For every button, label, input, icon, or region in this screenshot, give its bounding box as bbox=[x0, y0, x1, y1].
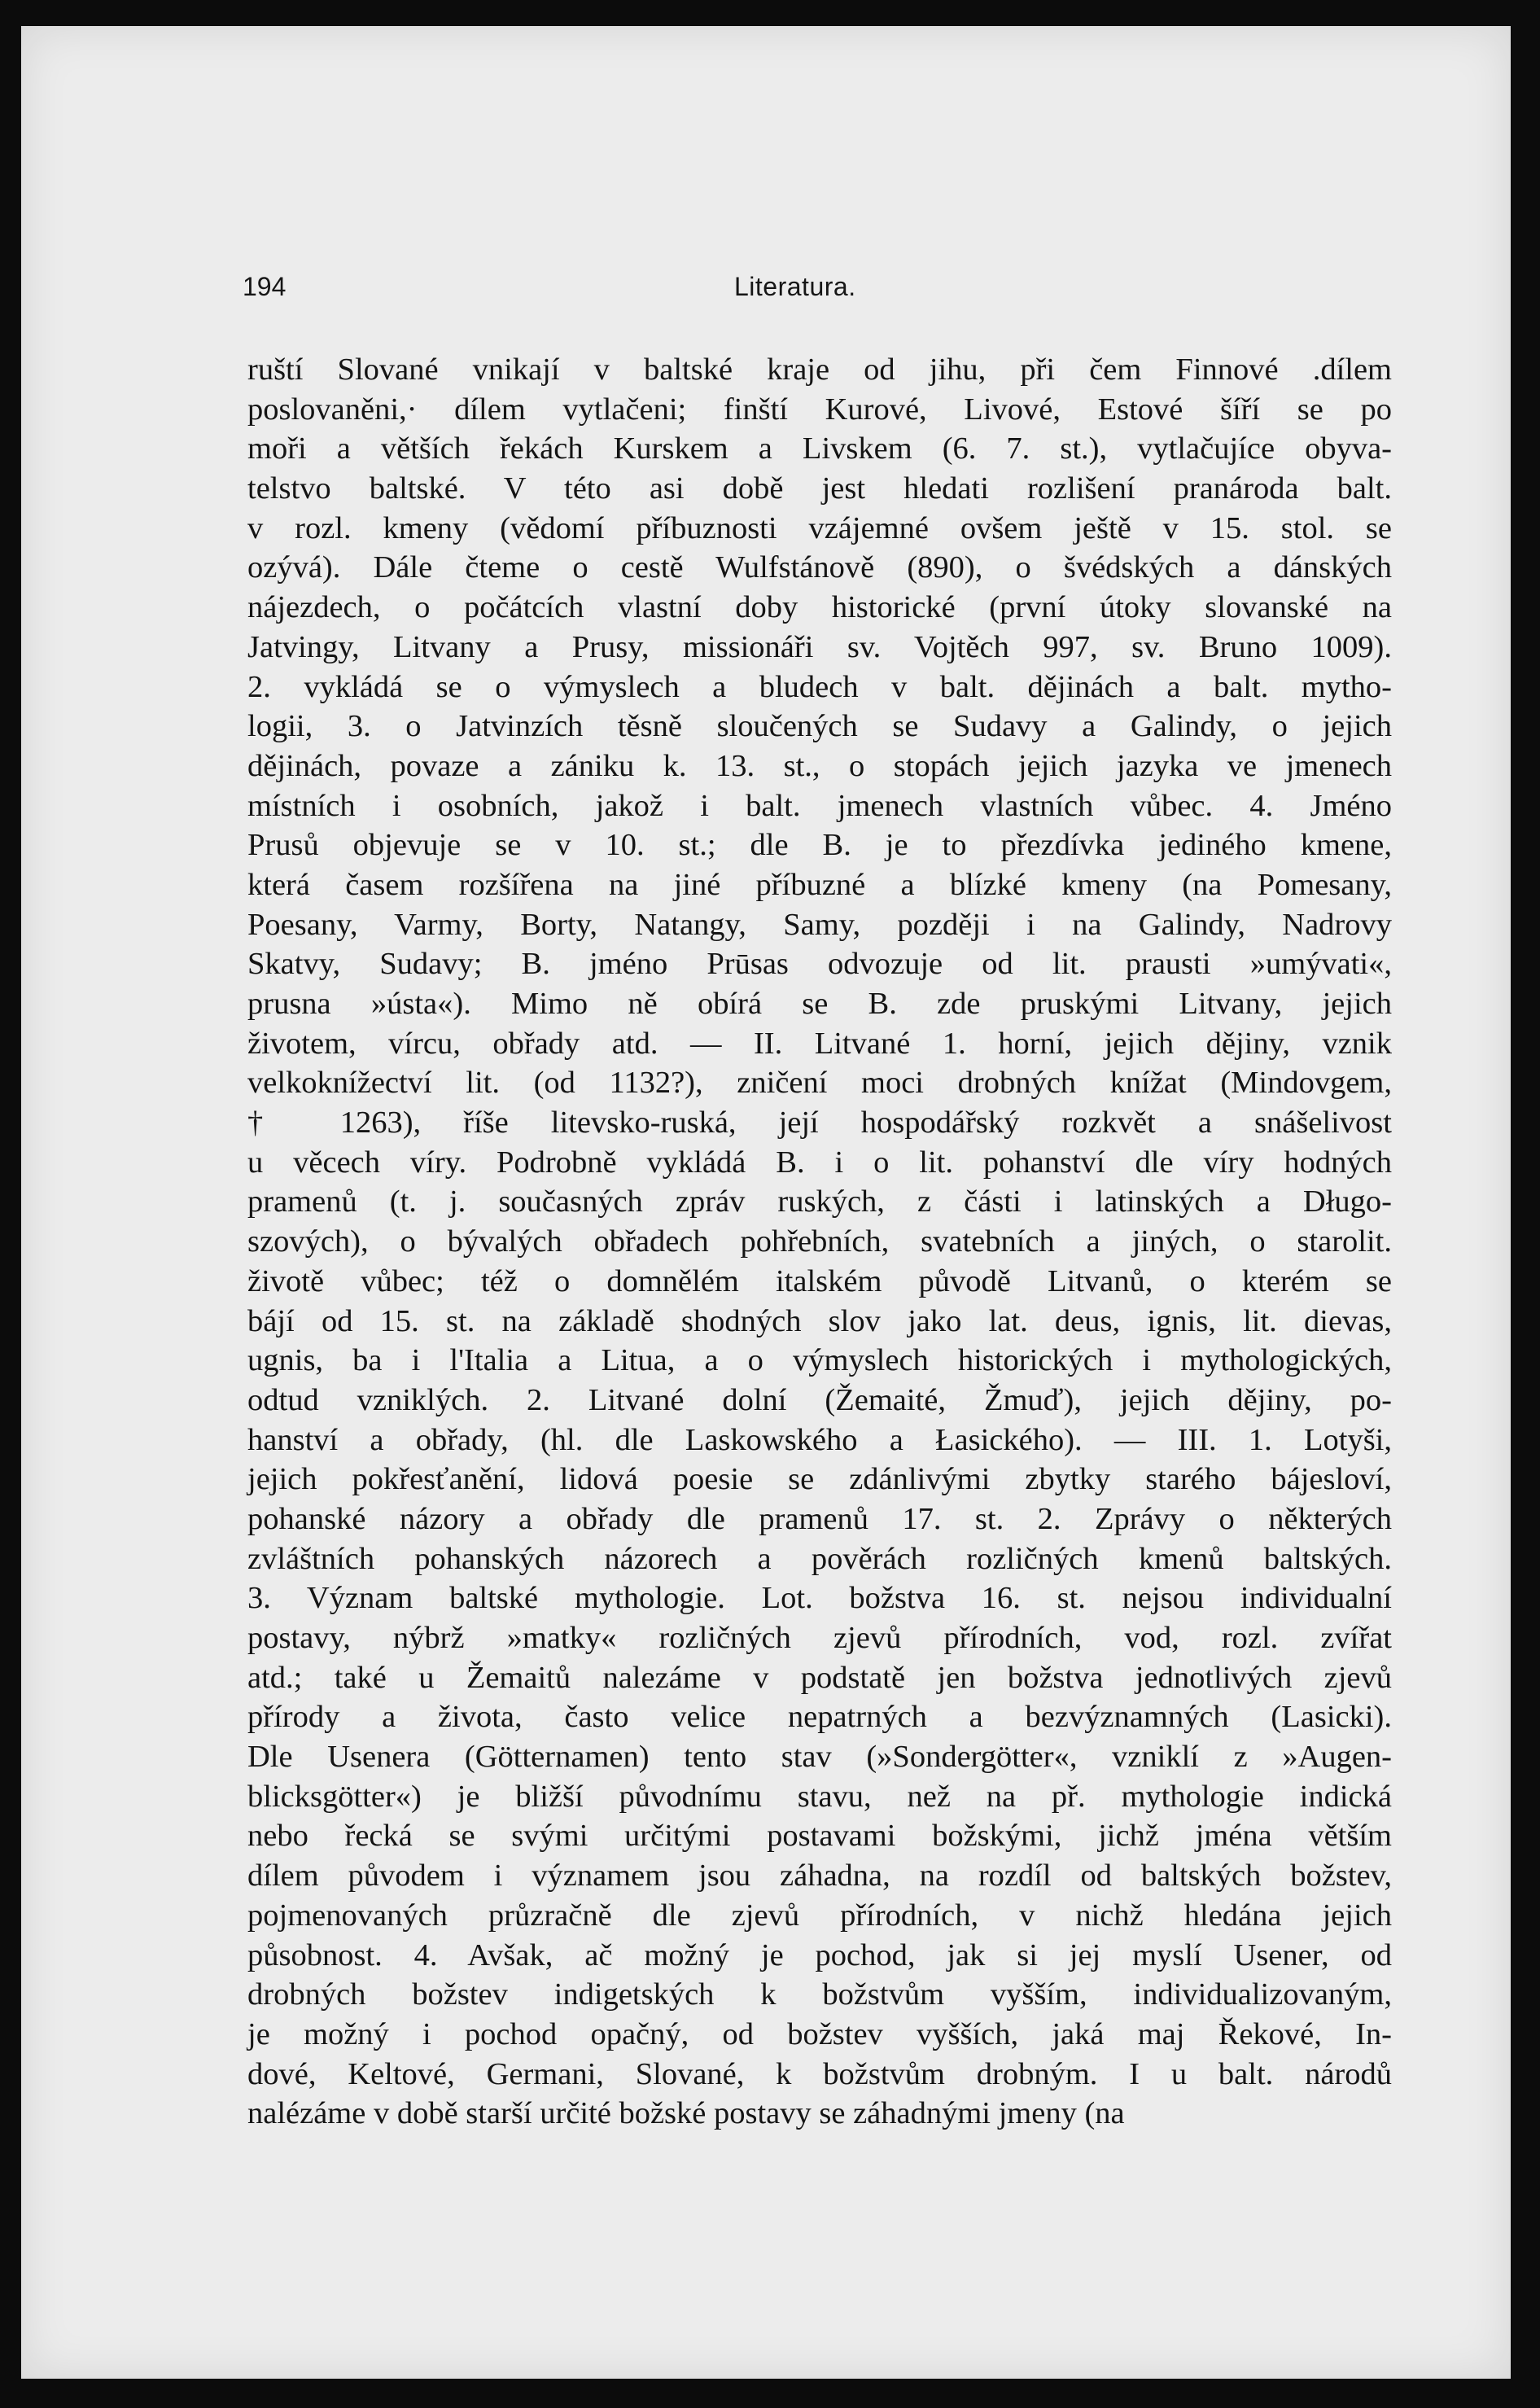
text-line: bájí od 15. st. na základě shodných slov jako lat. deus, ignis, lit. dievas, bbox=[247, 1303, 1392, 1338]
running-head bbox=[243, 272, 1392, 313]
text-line: působnost. 4. Avšak, ač možný je pochod, jak si jej myslí Usener, od bbox=[247, 1937, 1392, 1972]
text-line: Poesany, Varmy, Borty, Natangy, Samy, později i na Galindy, Nadrovy bbox=[247, 907, 1392, 942]
text-line: hanství a obřady, (hl. dle Laskowského a Łasického). — III. 1. Lotyši, bbox=[247, 1422, 1392, 1457]
text-line: Jatvingy, Litvany a Prusy, missionáři sv. Vojtěch 997, sv. Bruno 1009). bbox=[247, 629, 1392, 664]
running-title: Literatura. bbox=[734, 272, 856, 301]
text-line: která časem rozšířena na jiné příbuzné a blízké kmeny (na Pomesany, bbox=[247, 867, 1392, 902]
book-page bbox=[21, 26, 1511, 2379]
text-line: nalézáme v době starší určité božské postavy se záhadnými jmeny (na bbox=[247, 2096, 1125, 2131]
text-line: Skatvy, Sudavy; B. jméno Prūsas odvozuje od lit. prausti »umývati«, bbox=[247, 947, 1392, 982]
text-line: životě vůbec; též o domnělém italském původě Litvanů, o kterém se bbox=[247, 1263, 1392, 1298]
text-line: nebo řecká se svými určitými postavami božskými, jichž jména větším bbox=[247, 1819, 1392, 1854]
text-line: atd.; také u Žemaitů nalezáme v podstatě jen božstva jednotlivých zjevů bbox=[247, 1660, 1392, 1695]
text-line: Prusů objevuje se v 10. st.; dle B. je to přezdívka jediného kmene, bbox=[247, 828, 1392, 863]
text-line: blicksgötter«) je bližší původnímu stavu, než na př. mythologie indická bbox=[247, 1779, 1392, 1814]
body-text bbox=[247, 350, 1392, 2134]
text-line: dové, Keltové, Germani, Slované, k božstvům drobným. I u balt. národů bbox=[247, 2056, 1392, 2091]
text-line: drobných božstev indigetských k božstvům vyšším, individualizovaným, bbox=[247, 1977, 1392, 2012]
text-line: moři a větších řekách Kurskem a Livskem (6. 7. st.), vytlačujíce obyva- bbox=[247, 431, 1392, 466]
text-line: u věcech víry. Podrobně vykládá B. i o lit. pohanství dle víry hodných bbox=[247, 1145, 1392, 1180]
text-line: prusna »ústa«). Mimo ně obírá se B. zde pruskými Litvany, jejich bbox=[247, 987, 1392, 1021]
text-line: dílem původem i významem jsou záhadna, na rozdíl od baltských božstev, bbox=[247, 1859, 1392, 1894]
text-line: přírody a života, často velice nepatrných a bezvýznamných (Lasicki). bbox=[247, 1700, 1392, 1735]
text-line: poslovaněni,· dílem vytlačeni; finští Kurové, Livové, Estové šíří se po bbox=[247, 392, 1392, 427]
text-line: jejich pokřesťanění, lidová poesie se zdánlivými zbytky starého bájesloví, bbox=[247, 1462, 1392, 1497]
text-line: pramenů (t. j. současných zpráv ruských, z části i latinských a Długo- bbox=[247, 1184, 1392, 1219]
text-line: telstvo baltské. V této asi době jest hledati rozlišení pranároda balt. bbox=[247, 471, 1392, 506]
text-line: Dle Usenera (Götternamen) tento stav (»Sondergötter«, vzniklí z »Augen- bbox=[247, 1740, 1392, 1775]
text-line: místních i osobních, jakož i balt. jmenech vlastních vůbec. 4. Jméno bbox=[247, 788, 1392, 823]
text-line: nájezdech, o počátcích vlastní doby historické (první útoky slovanské na bbox=[247, 590, 1392, 625]
text-line: postavy, nýbrž »matky« rozličných zjevů přírodních, vod, rozl. zvířat bbox=[247, 1621, 1392, 1655]
text-line: † 1263), říše litevsko-ruská, její hospodářský rozkvět a snášelivost bbox=[247, 1105, 1392, 1141]
text-line: v rozl. kmeny (vědomí příbuznosti vzájemné ovšem ještě v 15. stol. se bbox=[247, 510, 1392, 545]
text-line: velkoknížectví lit. (od 1132?), zničení moci drobných knížat (Mindovgem, bbox=[247, 1066, 1392, 1101]
text-line: pojmenovaných průzračně dle zjevů přírodních, v nichž hledána jejich bbox=[247, 1898, 1392, 1933]
text-line: odtud vzniklých. 2. Litvané dolní (Žemaité, Žmuď), jejich dějiny, po- bbox=[247, 1382, 1392, 1417]
text-line: dějinách, povaze a zániku k. 13. st., o stopách jejich jazyka ve jmenech bbox=[247, 748, 1392, 783]
text-line: životem, vírcu, obřady atd. — II. Litvané 1. horní, jejich dějiny, vznik bbox=[247, 1026, 1392, 1061]
text-line: 3. Význam baltské mythologie. Lot. božstva 16. st. nejsou individualní bbox=[247, 1581, 1392, 1616]
text-line: pohanské názory a obřady dle pramenů 17. st. 2. Zprávy o některých bbox=[247, 1501, 1392, 1536]
text-line: ruští Slované vnikají v baltské kraje od jihu, při čem Finnové .dílem bbox=[247, 352, 1392, 387]
text-line: je možný i pochod opačný, od božstev vyšších, jaká maj Řekové, In- bbox=[247, 2016, 1392, 2051]
text-line: 2. vykládá se o výmyslech a bludech v balt. dějinách a balt. mytho- bbox=[247, 669, 1392, 704]
text-line: zvláštních pohanských názorech a pověrách rozličných kmenů baltských. bbox=[247, 1541, 1392, 1576]
text-line: ugnis, ba i l'Italia a Litua, a o výmyslech historických i mythologických, bbox=[247, 1343, 1392, 1378]
text-line: logii, 3. o Jatvinzích těsně sloučených se Sudavy a Galindy, o jejich bbox=[247, 709, 1392, 744]
text-line: szových), o bývalých obřadech pohřebních, svatebních a jiných, o starolit. bbox=[247, 1224, 1392, 1259]
text-line: ozývá). Dále čteme o cestě Wulfstánově (890), o švédských a dánských bbox=[247, 550, 1392, 585]
page-number: 194 bbox=[243, 272, 287, 301]
